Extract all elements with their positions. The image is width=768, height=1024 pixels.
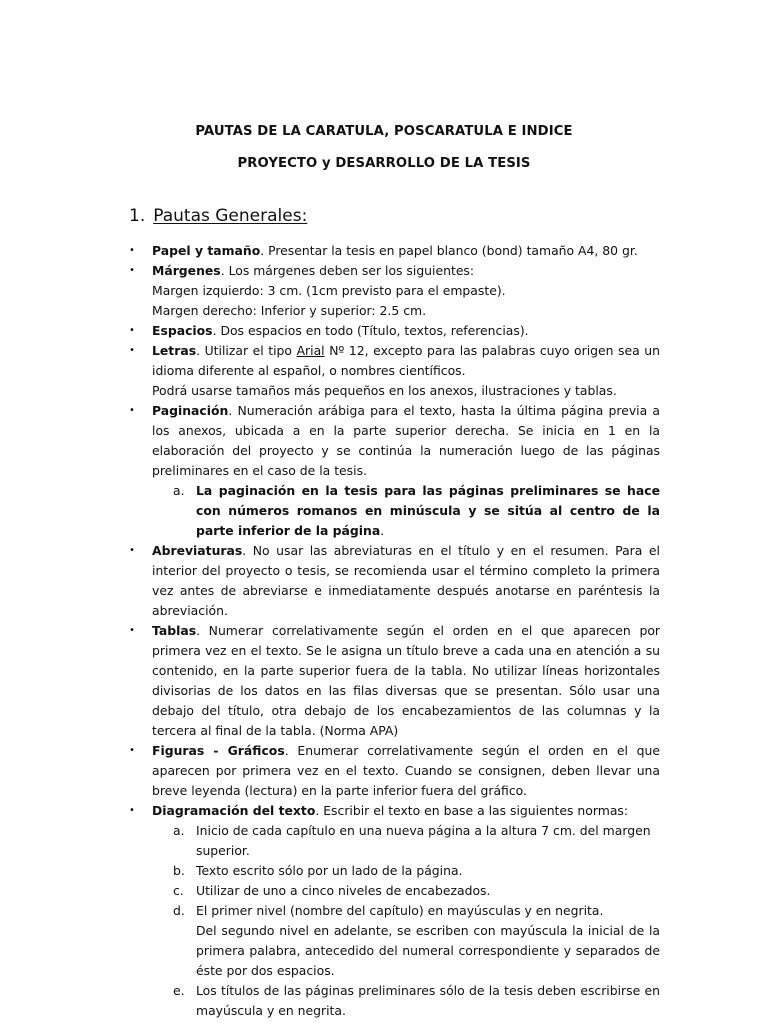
- item-text: . Los márgenes deben ser los siguientes:: [220, 263, 475, 278]
- section-title: Pautas Generales:: [153, 206, 308, 226]
- item-term: Letras: [152, 343, 197, 358]
- bullet-icon: •: [129, 265, 135, 276]
- section-heading: [129, 204, 307, 228]
- sub-text: La paginación en la tesis para las páginas preliminares se hace con números romanos en minúscula y se sitúa al centro de la parte inferior de la página: [196, 483, 660, 538]
- item-paragraph: [152, 801, 660, 821]
- bullet-icon: •: [129, 625, 135, 636]
- sub-marker: e.: [173, 983, 185, 998]
- bullet-icon: •: [129, 345, 135, 356]
- document-subtitle: PROYECTO y DESARROLLO DE LA TESIS: [237, 156, 531, 171]
- sub-marker: a.: [173, 823, 185, 838]
- sub-item: [152, 861, 660, 881]
- document-title: PAUTAS DE LA CARATULA, POSCARATULA E INDICE: [195, 124, 573, 139]
- list-item-diagramacion: [129, 801, 660, 1021]
- item-line: Margen izquierdo: 3 cm. (1cm previsto para el empaste).: [152, 283, 506, 298]
- bullet-icon: •: [129, 405, 135, 416]
- item-line: Margen derecho: Inferior y superior: 2.5 cm.: [152, 303, 427, 318]
- item-paragraph: [152, 321, 660, 341]
- item-text: . Numerar correlativamente según el orden en el que aparecen por primera vez en el texto. Se le asigna un título breve a cada una en atención a su contenido, en la parte superior fuera de la tabla. No utilizar líneas horizontales divisorias de los datos en las filas diversas que se presentan. Sólo usar una debajo del título, otra debajo de los encabezamientos de las columnas y la tercera al final de la tabla. (Norma APA): [152, 623, 660, 738]
- sub-text: Inicio de cada capítulo en una nueva página a la altura 7 cm. del margen superior.: [196, 823, 651, 858]
- sub-text: Los títulos de las páginas preliminares sólo de la tesis deben escribirse en mayúscula y en negrita.: [196, 983, 660, 1018]
- item-paragraph: [152, 261, 660, 281]
- item-paragraph: [152, 741, 660, 801]
- list-item-figuras: [129, 741, 661, 801]
- item-paragraph: [152, 621, 660, 741]
- sub-marker: a.: [173, 483, 185, 498]
- sub-text: Texto escrito sólo por un lado de la página.: [196, 863, 463, 878]
- sub-text: El primer nivel (nombre del capítulo) en mayúsculas y en negrita.: [196, 903, 604, 918]
- sub-marker: b.: [173, 863, 185, 878]
- sub-item: [152, 481, 660, 541]
- item-text: . Utilizar el tipo: [196, 343, 297, 358]
- item-text: . Numeración arábiga para el texto, hasta la última página previa a los anexos, ubicada a en la parte superior derecha. Se inicia en 1 en la elaboración del proyecto y se continúa la numeración luego de las páginas preliminares en el caso de la tesis.: [152, 403, 660, 478]
- item-term: Paginación: [152, 403, 229, 418]
- item-term: Papel y tamaño: [152, 243, 261, 258]
- bullet-icon: •: [129, 805, 135, 816]
- item-paragraph: [152, 401, 660, 481]
- section-number: 1.: [129, 206, 146, 226]
- item-term: Espacios: [152, 323, 213, 338]
- bullet-icon: •: [129, 325, 135, 336]
- sub-item: [152, 821, 660, 861]
- sub-item: [152, 881, 660, 901]
- sub-item: [152, 901, 660, 981]
- item-text: . Enumerar correlativamente según el orden en el que aparecen por primera vez en el texto. Cuando se consignen, deben llevar una breve leyenda (lectura) en la parte inferior fuera del gráfico.: [152, 743, 661, 798]
- item-text: Nº 12, excepto para las palabras cuyo origen sea un idioma diferente al español, o nombres científicos.: [152, 343, 661, 378]
- list-item-tablas: [129, 621, 660, 741]
- item-line: Podrá usarse tamaños más pequeños en los anexos, ilustraciones y tablas.: [152, 383, 617, 398]
- item-paragraph: [152, 341, 660, 381]
- guidelines-list: [129, 241, 661, 1021]
- list-item-letras: [129, 341, 661, 401]
- list-item-margenes: [129, 261, 660, 321]
- item-term: Tablas: [152, 623, 197, 638]
- sub-item: [152, 981, 660, 1021]
- item-text: . Escribir el texto en base a las siguientes normas:: [315, 803, 629, 818]
- list-item-abreviaturas: [129, 541, 660, 621]
- item-term: Abreviaturas: [152, 543, 243, 558]
- sub-marker: d.: [173, 903, 185, 918]
- sub-list: [152, 481, 660, 541]
- item-text: . Dos espacios en todo (Título, textos, referencias).: [212, 323, 529, 338]
- item-term: Diagramación del texto: [152, 803, 316, 818]
- bullet-icon: •: [129, 245, 135, 256]
- list-item-papel: [129, 241, 660, 261]
- sub-text: Utilizar de uno a cinco niveles de encabezados.: [196, 883, 491, 898]
- item-text: . Presentar la tesis en papel blanco (bond) tamaño A4, 80 gr.: [260, 243, 638, 258]
- item-paragraph: [152, 241, 660, 261]
- item-text: . No usar las abreviaturas en el título y en el resumen. Para el interior del proyecto o tesis, se recomienda usar el término completo la primera vez antes de abreviarse e inmediatamente después anotarse en paréntesis la abreviación.: [152, 543, 660, 618]
- sub-text-extra: Del segundo nivel en adelante, se escriben con mayúscula la inicial de la primera palabra, antecedido del numeral correspondiente y separados de éste por dos espacios.: [196, 923, 660, 978]
- list-item-espacios: [129, 321, 660, 341]
- item-term: Márgenes: [152, 263, 221, 278]
- sub-text-tail: .: [380, 523, 385, 538]
- sub-list: [152, 821, 660, 1021]
- item-term: Figuras - Gráficos: [152, 743, 285, 758]
- list-item-paginacion: [129, 401, 660, 541]
- item-paragraph: [152, 541, 660, 621]
- bullet-icon: •: [129, 545, 135, 556]
- bullet-icon: •: [129, 745, 135, 756]
- font-name: Arial: [296, 343, 325, 358]
- sub-marker: c.: [173, 883, 184, 898]
